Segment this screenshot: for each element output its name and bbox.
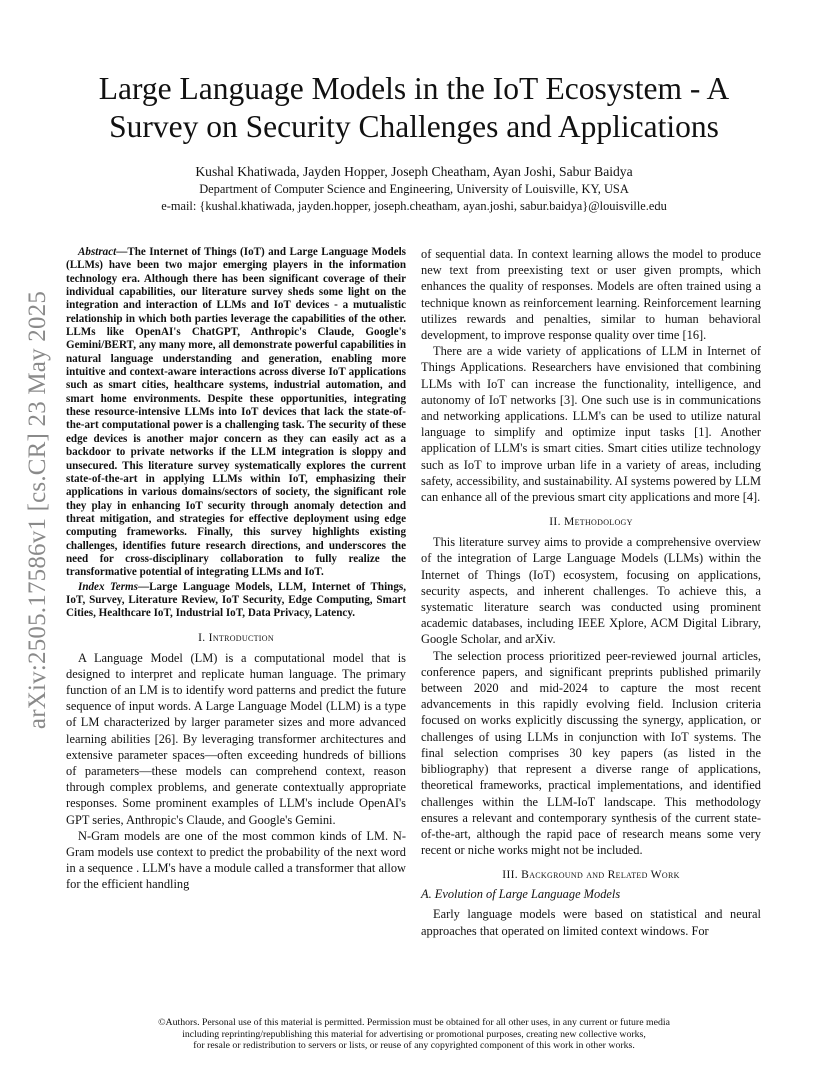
index-terms-label: Index Terms [78,580,138,593]
section-title: Background and Related Work [521,868,680,882]
paragraph: A Language Model (LM) is a computational model that is designed to interpret and replicate human language. The primary function of an LM is to identify word patterns and predict the future sequence of input words. A Large Language Model (LLM) is a type of LM characterized by larger parameter sizes and more advanced learning abilities [26]. By leveraging transformer architectures and extensive parameter spaces—often exceeding hundreds of billions of parameters—these models can comprehend context, reason through complex problems, and generate contextually appropriate responses. Some prominent examples of LLM's include OpenAI's GPT series, Anthropic's Claude, and Google's Gemini. [66,650,406,827]
paper-title: Large Language Models in the IoT Ecosystem - A Survey on Security Challenges and Applications [98,71,730,144]
footer-line: for resale or redistribution to servers or lists, or reuse of any copyrighted component of this work in other works. [193,1040,635,1052]
index-terms [66,581,406,621]
paragraph: There are a wide variety of applications of LLM in Internet of Things Applications. Researchers have envisioned that combining LLMs with IoT can increase the functionality, intelligence, and autonomy of IoT networks [3]. One such use is in communications and networking applications. LLM's can be used to utilize natural language to simplify and optimize input tasks [1]. Another application of LLM's is smart cities. Smart cities utilize technology such as IoT to improve urban life in a variety of areas, including safety, accessibility, and sustainability. AI systems powered by LLM can enhance all of the previous smart city applications and more [4]. [421,344,761,505]
left-column [66,246,406,893]
section-heading-methodology [421,515,761,528]
index-terms-text: —Large Language Models, LLM, Internet of Things, IoT, Survey, Literature Review, IoT Security, Edge Computing, Smart Cities, Healthcare IoT, Industrial IoT, Data Privacy, Latency. [66,580,406,620]
subsection-heading: A. Evolution of Large Language Models [421,887,621,902]
paragraph: The selection process prioritized peer-reviewed journal articles, conference papers, and significant preprints published primarily between 2020 and mid-2024 to capture the most recent advancements in this rapidly evolving field. Inclusion criteria focused on works explicitly discussing the synergy, application, or challenges of using LLMs in conjunction with IoT systems. The final selection comprises 30 key papers (as listed in the bibliography) that represent a diverse range of applications, theoretical frameworks, practical implementations, and identified challenges within the LLM-IoT landscape. This methodology ensures a relevant and contemporary synthesis of the current state-of-the-art, although the rapid pace of research means some very recent or niche works might not be included. [421,648,761,858]
author-list: Kushal Khatiwada, Jayden Hopper, Joseph Cheatham, Ayan Joshi, Sabur Baidya [195,164,633,179]
email-line: e-mail: {kushal.khatiwada, jayden.hopper, joseph.cheatham, ayan.joshi, sabur.baidya}@louisville.edu [161,199,667,213]
section-number: III. [502,868,518,882]
affiliation: Department of Computer Science and Engineering, University of Louisville, KY, USA [199,182,629,196]
footer-line: including reprinting/republishing this material for advertising or promotional purposes, creating new collective works, [182,1028,646,1040]
abstract [66,246,406,580]
paragraph: This literature survey aims to provide a comprehensive overview of the integration of Large Language Models (LLMs) within the Internet of Things (IoT) ecosystem, focusing on applications, security aspects, and inherent challenges. To achieve this, a systematic literature search was conducted using prominent academic databases, including IEEE Xplore, ACM Digital Library, Google Scholar, and arXiv. [421,535,761,647]
abstract-label: Abstract [78,246,117,258]
footer-line: ©Authors. Personal use of this material is permitted. Permission must be obtained for all other uses, in any current or future media [158,1017,670,1028]
section-title: Methodology [564,515,633,529]
section-heading-background [421,868,761,881]
section-heading-introduction [66,631,406,644]
section-title: Introduction [208,630,274,644]
paragraph: of sequential data. In context learning allows the model to produce new text from preexisting text or user given prompts, which enhances the quality of responses. Models are often trained using a technique known as reinforcement learning. Reinforcement learning utilizes rewards and penalties, similar to human behavioral development, to improve response quality over time [16]. [421,247,761,343]
right-column [421,246,761,939]
paragraph: N-Gram models are one of the most common kinds of LM. N-Gram models use context to predict the probability of the next word in a sequence . LLM's have a module called a transformer that allow for the efficient handling [66,828,406,892]
copyright-footer [90,1017,738,1052]
arxiv-identifier [8,290,68,730]
abstract-text: —The Internet of Things (IoT) and Large Language Models (LLMs) have been two major emerging players in the information technology era. Although there has been significant coverage of their individual capabilities, our literature survey sheds some light on the integration and interaction of LLMs and IoT devices - a mutualistic relationship in which both parties leverage the capabilities of the other. LLMs like OpenAI's ChatGPT, Anthropic's Claude, Google's Gemini/BERT, any many more, all demonstrate powerful capabilities in natural language understanding and generation, enabling more intuitive and context-aware interactions across diverse IoT applications such as smart cities, healthcare systems, industrial automation, and smart home environments. Despite these opportunities, integrating these resource-intensive LLMs into IoT devices that lack the state-of-the-art computational power is a challenging task. The security of these edge devices is another major concern as they can easily act as a backdoor to private networks if the LLM integration is sloppy and unsecured. This literature survey systematically explores the current state-of-the-art in applying LLMs within IoT, emphasizing their applications in various domains/sectors of society, the significant role they play in enhancing IoT security through anomaly detection and threat mitigation, and strategies for effective deployment using edge computing frameworks. Finally, this survey highlights existing challenges, identifies future research directions, and underscores the need for cross-disciplinary collaboration to fully realize the transformative potential of integrating LLMs and IoT. [66,246,406,579]
paragraph: Early language models were based on statistical and neural approaches that operated on limited context windows. For [421,907,761,938]
arxiv-identifier-text: arXiv:2505.17586v1 [cs.CR] 23 May 2025 [24,290,51,730]
section-number: II. [549,515,561,529]
section-number: I. [198,630,206,644]
